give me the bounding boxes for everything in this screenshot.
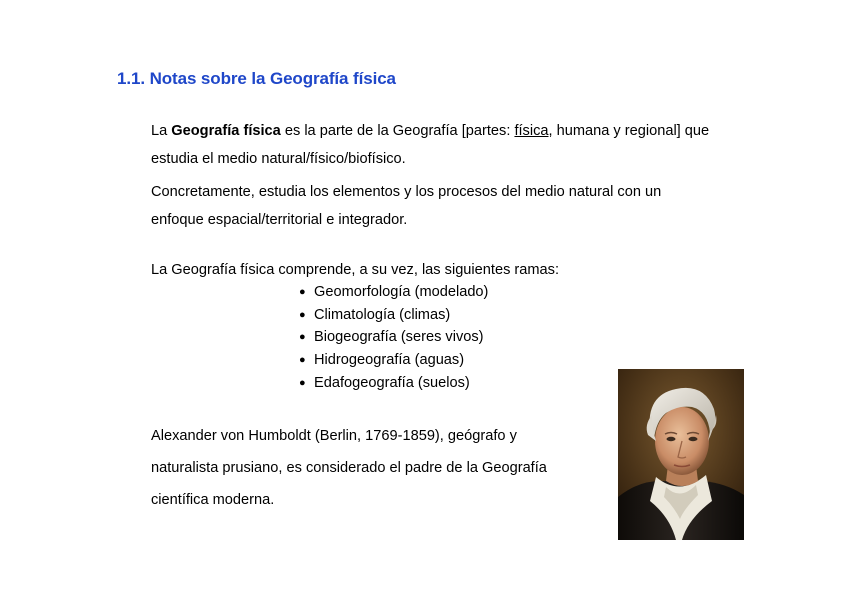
branch-label: Geomorfología (modelado) bbox=[314, 284, 489, 300]
bullet-icon: ● bbox=[299, 376, 306, 389]
paragraph-definition-line-2: estudia el medio natural/físico/biofísico. bbox=[151, 151, 406, 167]
list-item bbox=[299, 327, 488, 350]
bullet-icon: ● bbox=[299, 308, 306, 321]
section-title: 1.1. Notas sobre la Geografía física bbox=[117, 69, 396, 88]
list-item bbox=[299, 282, 488, 305]
bullet-icon: ● bbox=[299, 354, 306, 367]
branch-label: Edafogeografía (suelos) bbox=[314, 374, 470, 391]
branch-label: Climatología (climas) bbox=[314, 306, 451, 323]
branches-intro: La Geografía física comprende, a su vez, las siguientes ramas: bbox=[151, 262, 560, 278]
humboldt-caption-line-1: Alexander von Humboldt (Berlin, 1769-1859), geógrafo y bbox=[151, 428, 517, 444]
bullet-icon: ● bbox=[299, 331, 306, 344]
underlined-term: física bbox=[514, 123, 549, 139]
branch-label: Hidrogeografía (aguas) bbox=[314, 352, 465, 369]
humboldt-caption-line-2: naturalista prusiano, es considerado el padre de la Geografía bbox=[151, 460, 547, 476]
humboldt-caption-line-3: científica moderna. bbox=[151, 492, 275, 508]
text-run: es la parte de la Geografía [partes: bbox=[280, 123, 515, 139]
bold-term: Geografía física bbox=[171, 123, 281, 139]
paragraph-definition-line-1 bbox=[151, 122, 709, 140]
list-item bbox=[299, 350, 488, 373]
humboldt-portrait bbox=[618, 369, 744, 540]
paragraph-scope-line-2: enfoque espacial/territorial e integrador. bbox=[151, 212, 408, 228]
list-item bbox=[299, 305, 488, 328]
list-item bbox=[299, 373, 488, 396]
branch-label: Biogeografía (seres vivos) bbox=[314, 329, 484, 346]
bullet-icon: ● bbox=[299, 286, 306, 298]
text-run: , humana y regional] que bbox=[548, 123, 710, 139]
paragraph-scope-line-1: Concretamente, estudia los elementos y los procesos del medio natural con un bbox=[151, 184, 662, 200]
text-run: La bbox=[151, 123, 172, 139]
branches-list bbox=[299, 282, 488, 395]
